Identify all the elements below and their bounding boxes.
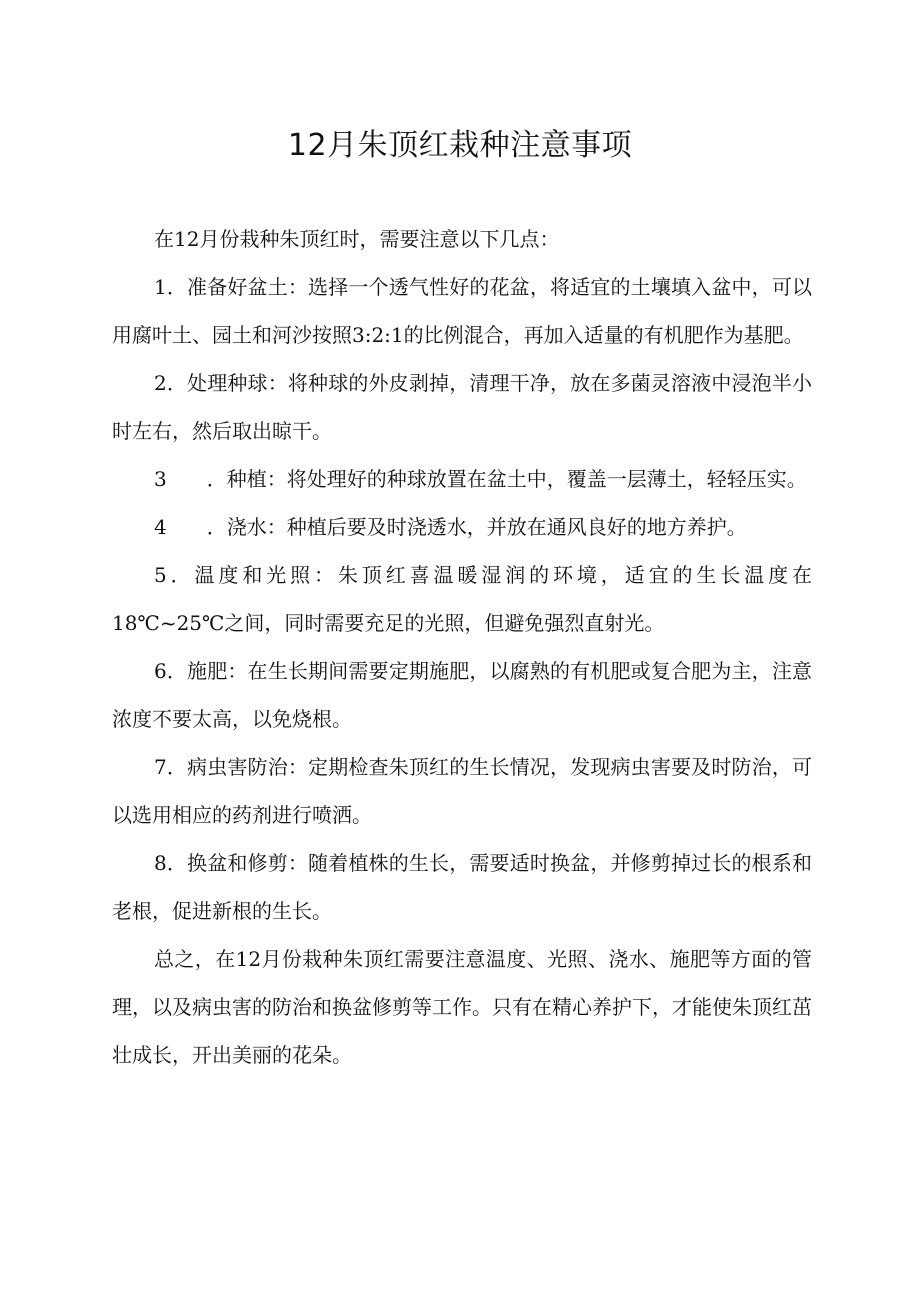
item-paragraph-3: 3 ．种植：将处理好的种球放置在盆土中，覆盖一层薄土，轻轻压实。 [154, 467, 807, 491]
item-paragraph-6: 6．施肥：在生长期间需要定期施肥，以腐熟的有机肥或复合肥为主，注意浓度不要太高，以免烧根。 [112, 659, 812, 731]
conclusion-paragraph: 总之，在12月份栽种朱顶红需要注意温度、光照、浇水、施肥等方面的管理，以及病虫害的防治和换盆修剪等工作。只有在精心养护下，才能使朱顶红茁壮成长，开出美丽的花朵。 [112, 947, 812, 1067]
item-paragraph-2: 2．处理种球：将种球的外皮剥掉，清理干净，放在多菌灵溶液中浸泡半小时左右，然后取出晾干。 [112, 371, 812, 443]
intro-paragraph: 在12月份栽种朱顶红时，需要注意以下几点： [154, 227, 560, 251]
item-paragraph-7: 7．病虫害防治：定期检查朱顶红的生长情况，发现病虫害要及时防治，可以选用相应的药剂进行喷洒。 [112, 755, 812, 827]
document-title: 12月朱顶红栽种注意事项 [287, 128, 633, 163]
item-paragraph-1: 1．准备好盆土：选择一个透气性好的花盆，将适宜的土壤填入盆中，可以用腐叶土、园土和河沙按照3:2:1的比例混合，再加入适量的有机肥作为基肥。 [112, 275, 812, 347]
item-paragraph-8: 8．换盆和修剪：随着植株的生长，需要适时换盆，并修剪掉过长的根系和老根，促进新根的生长。 [112, 851, 812, 923]
document-body [112, 215, 812, 1079]
item-paragraph-5: 5．温度和光照：朱顶红喜温暖湿润的环境，适宜的生长温度在18℃~25℃之间，同时需要充足的光照，但避免强烈直射光。 [112, 563, 812, 635]
item-paragraph-4: 4 ．浇水：种植后要及时浇透水，并放在通风良好的地方养护。 [154, 515, 747, 539]
